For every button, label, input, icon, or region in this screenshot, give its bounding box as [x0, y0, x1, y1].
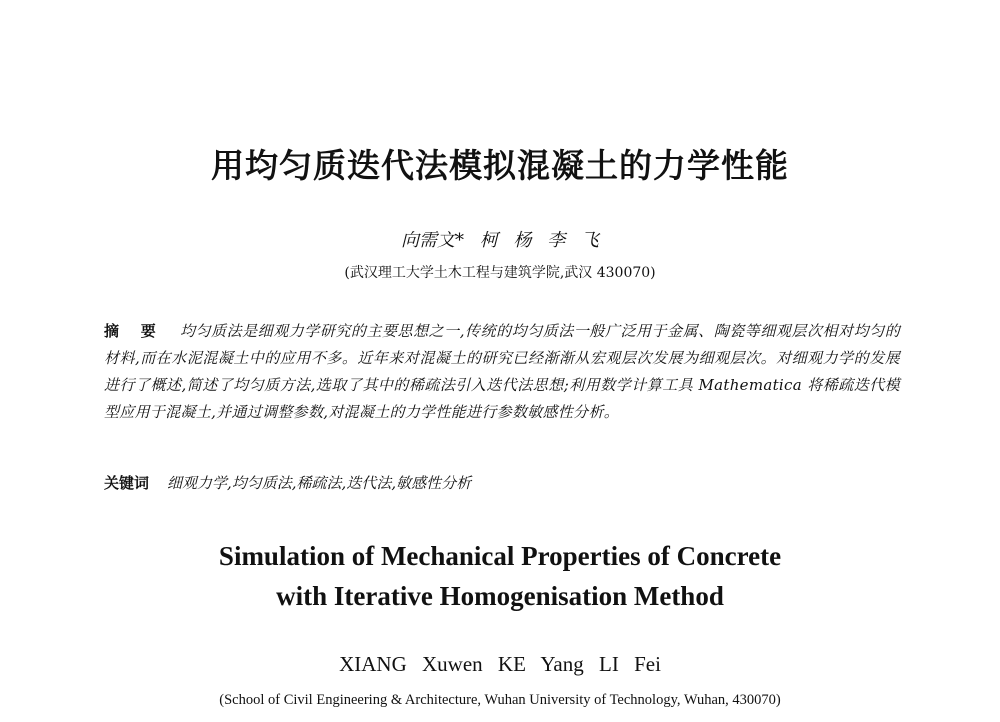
keywords-label: 关键词: [104, 474, 150, 492]
english-authors: XIANG Xuwen KE Yang LI Fei: [339, 652, 661, 676]
chinese-abstract: [104, 318, 900, 426]
abstract-text: 均匀质法是细观力学研究的主要思想之一,传统的均匀质法一般广泛用于金属、陶瓷等细观层次相对均匀的材料,而在水泥混凝土中的应用不多。近年来对混凝土的研究已经渐渐从宏观层次发展为细观层次。对细观力学的发展进行了概述,简述了均匀质方法,选取了其中的稀疏法引入迭代法思想;利用数学计算工具 Mathematica 将稀疏迭代模型应用于混凝土,并通过调整参数,对混凝土的力学性能进行参数敏感性分析。: [104, 322, 900, 421]
abstract-label: 摘 要: [104, 322, 164, 340]
english-affiliation: (School of Civil Engineering & Architecture, Wuhan University of Technology, Wuhan, 430070): [219, 692, 781, 708]
chinese-title: 用均匀质迭代法模拟混凝土的力学性能: [211, 146, 789, 185]
chinese-keywords: [104, 470, 900, 497]
chinese-affiliation: (武汉理工大学土木工程与建筑学院,武汉 430070): [344, 265, 656, 281]
english-title-line-2: with Iterative Homogenisation Method: [276, 581, 724, 611]
english-title-line-1: Simulation of Mechanical Properties of Concrete: [218, 541, 782, 571]
english-title: [0, 536, 1000, 616]
keywords-text: 细观力学,均匀质法,稀疏法,迭代法,敏感性分析: [167, 474, 472, 492]
chinese-authors: 向需文* 柯 杨 李 飞: [401, 230, 599, 251]
